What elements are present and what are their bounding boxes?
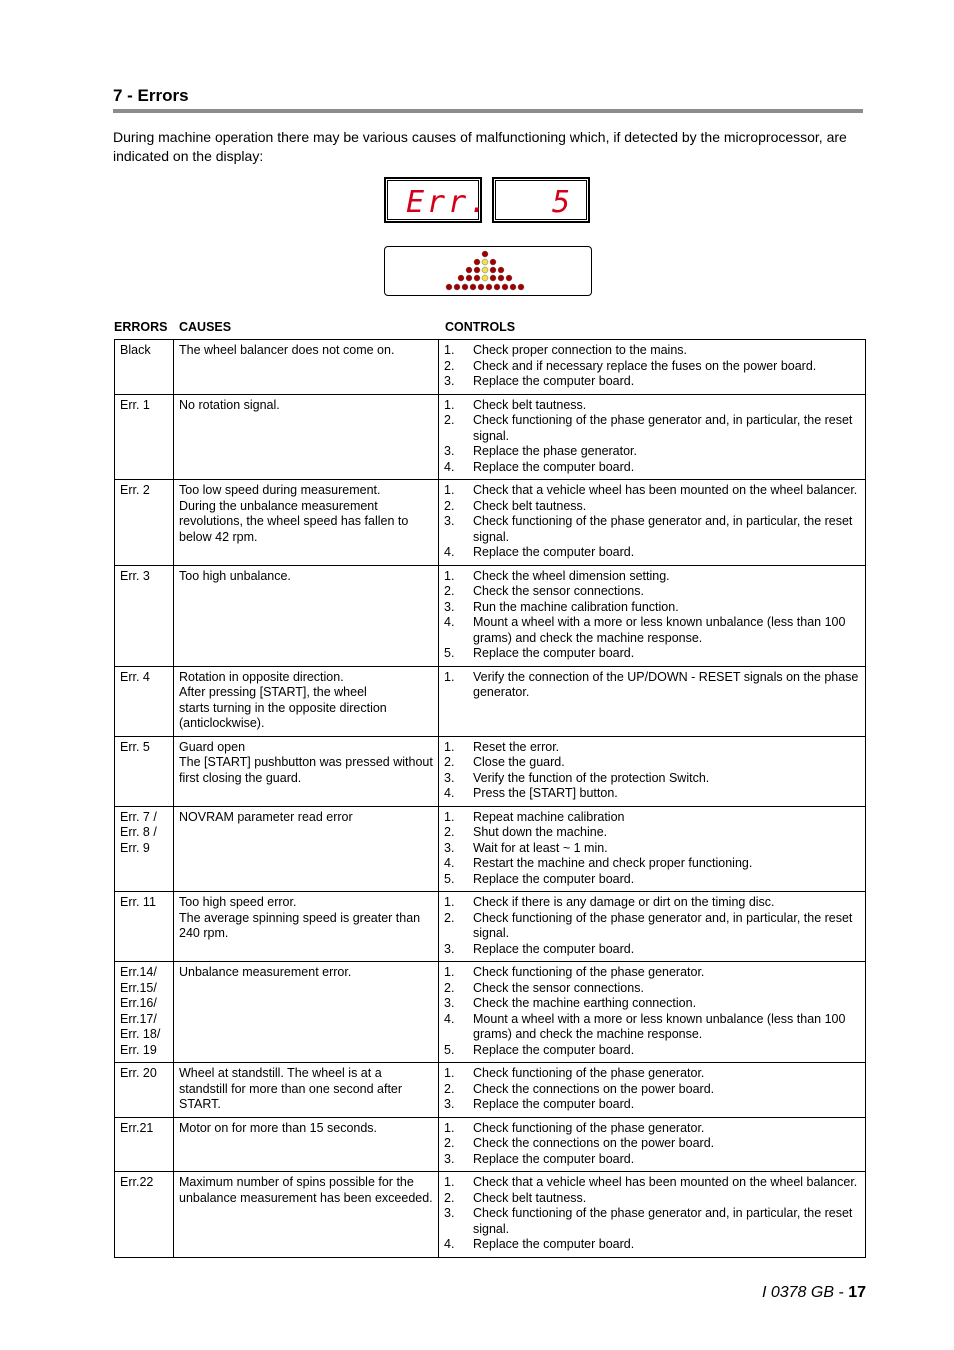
control-step-number: 4. [444, 615, 455, 629]
control-step-number: 2. [444, 980, 455, 995]
controls-cell [439, 736, 866, 806]
table-row [115, 1117, 866, 1172]
control-step-text: Replace the computer board. [473, 1151, 635, 1166]
control-step-number: 4. [444, 545, 455, 559]
control-step [444, 1136, 860, 1152]
led-dot [482, 251, 488, 257]
cause-text: After pressing [START], the wheel [179, 685, 367, 699]
control-step-number: 2. [444, 1081, 455, 1096]
control-step-number: 2. [444, 584, 455, 598]
error-code: Err.22 [120, 1175, 154, 1189]
table-row [115, 806, 866, 892]
led-dot [498, 267, 504, 273]
led-dot [490, 275, 496, 281]
controls-cell [439, 1172, 866, 1258]
control-step [444, 413, 860, 444]
cause-text: Unbalance measurement error. [179, 965, 352, 979]
control-step-number: 1. [444, 1120, 455, 1135]
control-step [444, 600, 860, 616]
control-step [444, 1012, 860, 1043]
cause-text: Maximum number of spins possible for the unbalance measurement has been exceeded. [179, 1175, 433, 1205]
display-right-segments [494, 179, 588, 221]
control-step-number: 2. [444, 498, 455, 513]
error-code-cell [115, 962, 174, 1063]
cause-text: NOVRAM parameter read error [179, 809, 353, 824]
error-code: Err. 20 [120, 1066, 157, 1080]
led-dot-panel [384, 246, 592, 296]
control-step-text: Check functioning of the phase generator. [473, 1066, 705, 1080]
control-step-text: Press the [START] button. [473, 786, 618, 800]
control-step-text: Check if there is any damage or dirt on the timing disc. [473, 895, 775, 909]
control-step-text: Check belt tautness. [473, 397, 587, 412]
control-step [444, 514, 860, 545]
controls-cell [439, 565, 866, 666]
led-pyramid [385, 247, 591, 295]
error-code-cell [115, 394, 174, 480]
led-dot [510, 284, 516, 290]
led-dot [506, 275, 512, 281]
controls-cell [439, 1063, 866, 1118]
control-step [444, 1175, 860, 1191]
cause-cell [174, 736, 439, 806]
control-step-number: 1. [444, 1175, 455, 1189]
controls-cell [439, 806, 866, 892]
table-row [115, 394, 866, 480]
controls-cell [439, 962, 866, 1063]
control-step-text: Check that a vehicle wheel has been mounted on the wheel balancer. [473, 483, 858, 497]
error-code-cell [115, 736, 174, 806]
cause-cell [174, 565, 439, 666]
cause-cell [174, 480, 439, 566]
control-step-number: 2. [444, 1190, 455, 1205]
control-step-number: 2. [444, 358, 455, 373]
control-step-text: Run the machine calibration function. [473, 599, 679, 614]
control-step [444, 755, 860, 771]
led-dot [454, 284, 460, 290]
col-head-controls: CONTROLS [445, 320, 516, 334]
led-dot [490, 259, 496, 265]
table-row [115, 666, 866, 736]
controls-cell [439, 666, 866, 736]
control-step-number: 4. [444, 1011, 455, 1026]
control-step-number: 1. [444, 965, 455, 979]
cause-cell [174, 892, 439, 962]
control-step [444, 483, 860, 499]
led-dot [462, 284, 468, 290]
led-dot [478, 284, 484, 290]
led-dot [502, 284, 508, 290]
error-code: Err.16/ [120, 996, 157, 1010]
control-step-text: Check the connections on the power board. [473, 1136, 715, 1150]
error-code: Err. 11 [120, 895, 156, 909]
control-step-text: Replace the computer board. [473, 545, 635, 559]
col-head-errors: ERRORS [114, 320, 168, 334]
controls-cell [439, 1117, 866, 1172]
display-left [384, 177, 491, 223]
error-code-cell [115, 806, 174, 892]
control-step-text: Mount a wheel with a more or less known unbalance (less than 100 grams) and check the machine response. [473, 615, 846, 645]
control-step [444, 841, 860, 857]
control-step-number: 4. [444, 1237, 455, 1251]
control-step-text: Wait for at least ~ 1 min. [473, 840, 608, 855]
control-step-text: Check functioning of the phase generator and, in particular, the reset signal. [473, 1206, 853, 1236]
cause-text: The wheel balancer does not come on. [179, 343, 395, 357]
control-step [444, 1043, 860, 1059]
control-step-text: Restart the machine and check proper functioning. [473, 856, 753, 870]
doc-code: I 0378 GB - [761, 1284, 849, 1301]
display-left-segments [386, 179, 491, 221]
error-code: Err. 2 [120, 483, 150, 497]
control-step-text: Check and if necessary replace the fuses on the power board. [473, 358, 817, 373]
control-step-number: 3. [444, 444, 455, 458]
error-code: Err. 1 [120, 397, 150, 412]
control-step-text: Verify the connection of the UP/DOWN - RESET signals on the phase generator. [473, 669, 859, 699]
error-code: Black [120, 343, 151, 357]
display-left-text: Err. [406, 185, 491, 220]
control-step-number: 1. [444, 568, 455, 583]
error-code-cell [115, 1117, 174, 1172]
control-step-text: Check belt tautness. [473, 1190, 587, 1205]
display-right-text: 5 [552, 185, 571, 220]
control-step [444, 996, 860, 1012]
error-code: Err. 5 [120, 739, 150, 754]
control-step [444, 1121, 860, 1137]
error-code-cell [115, 1063, 174, 1118]
cause-cell [174, 340, 439, 395]
control-step-number: 3. [444, 840, 455, 855]
control-step [444, 1082, 860, 1098]
control-step-number: 1. [444, 739, 455, 754]
control-step-number: 2. [444, 825, 455, 839]
cause-cell [174, 1063, 439, 1118]
control-step-number: 5. [444, 871, 455, 886]
control-step [444, 771, 860, 787]
control-step-number: 2. [444, 910, 455, 925]
control-step [444, 825, 860, 841]
control-step-number: 2. [444, 1136, 455, 1150]
control-step [444, 545, 860, 561]
table-row [115, 340, 866, 395]
control-step [444, 1206, 860, 1237]
led-dot [474, 267, 480, 273]
section-heading: 7 - Errors [113, 86, 189, 105]
led-dot [518, 284, 524, 290]
control-step-number: 1. [444, 397, 455, 412]
control-step-number: 5. [444, 646, 455, 660]
controls-cell [439, 892, 866, 962]
control-step-number: 1. [444, 1066, 455, 1080]
cause-cell [174, 666, 439, 736]
error-code-cell [115, 340, 174, 395]
display-right [492, 177, 590, 223]
error-code-cell [115, 565, 174, 666]
control-step-number: 3. [444, 770, 455, 785]
error-code-cell [115, 1172, 174, 1258]
cause-cell [174, 806, 439, 892]
page-number: 17 [848, 1284, 866, 1301]
control-step [444, 872, 860, 888]
led-dot [490, 267, 496, 273]
cause-cell [174, 1117, 439, 1172]
error-code-cell [115, 666, 174, 736]
control-step-text: Check the sensor connections. [473, 980, 644, 995]
cause-cell [174, 962, 439, 1063]
control-step-text: Check functioning of the phase generator and, in particular, the reset signal. [473, 910, 853, 940]
error-code: Err. 18/ [120, 1027, 161, 1041]
control-step-number: 3. [444, 1151, 455, 1166]
controls-cell [439, 394, 866, 480]
control-step-text: Check the connections on the power board. [473, 1081, 715, 1096]
control-step-number: 3. [444, 599, 455, 614]
control-step [444, 786, 860, 802]
control-step-number: 4. [444, 856, 455, 870]
control-step [444, 460, 860, 476]
control-step [444, 646, 860, 662]
table-row [115, 565, 866, 666]
control-step [444, 569, 860, 585]
led-dot [482, 259, 488, 265]
control-step [444, 856, 860, 872]
control-step-text: Shut down the machine. [473, 825, 608, 839]
cause-text: Motor on for more than 15 seconds. [179, 1120, 378, 1135]
led-dot [486, 284, 492, 290]
col-head-causes: CAUSES [179, 320, 232, 334]
control-step-text: Replace the computer board. [473, 1097, 635, 1111]
control-step [444, 810, 860, 826]
led-dot [466, 275, 472, 281]
led-dot [458, 275, 464, 281]
control-step-number: 3. [444, 1206, 455, 1220]
led-dot [494, 284, 500, 290]
cause-text: The average spinning speed is greater than 240 rpm. [179, 910, 421, 940]
control-step-number: 1. [444, 669, 455, 684]
control-step [444, 584, 860, 600]
control-step-number: 1. [444, 895, 455, 909]
control-step-text: Replace the computer board. [473, 459, 635, 474]
led-dot [466, 267, 472, 273]
page-footer [762, 1284, 866, 1302]
led-dot [474, 259, 480, 265]
cause-text: Rotation in opposite direction. [179, 669, 344, 684]
cause-text: Too low speed during measurement. [179, 483, 381, 497]
error-code: Err. 9 [120, 840, 150, 855]
control-step-text: Check proper connection to the mains. [473, 343, 688, 357]
led-dot [482, 275, 488, 281]
table-row [115, 480, 866, 566]
control-step-text: Check belt tautness. [473, 498, 587, 513]
control-step-number: 1. [444, 483, 455, 497]
control-step [444, 965, 860, 981]
control-step-text: Replace the computer board. [473, 941, 635, 956]
control-step-number: 3. [444, 1097, 455, 1111]
error-code-cell [115, 480, 174, 566]
cause-text: Too high speed error. [179, 895, 297, 909]
heading-rule [113, 109, 863, 113]
control-step [444, 1191, 860, 1207]
control-step-number: 5. [444, 1042, 455, 1057]
control-step-text: Check the wheel dimension setting. [473, 568, 670, 583]
error-code: Err.15/ [120, 980, 157, 995]
control-step [444, 615, 860, 646]
controls-cell [439, 480, 866, 566]
control-step [444, 942, 860, 958]
control-step-text: Reset the error. [473, 739, 560, 754]
error-code: Err.14/ [120, 965, 157, 979]
table-row [115, 1063, 866, 1118]
control-step-text: Check the sensor connections. [473, 584, 644, 598]
control-step [444, 343, 860, 359]
error-code: Err. 4 [120, 669, 150, 684]
control-step-text: Replace the computer board. [473, 1237, 635, 1251]
control-step [444, 1066, 860, 1082]
control-step [444, 740, 860, 756]
control-step-text: Mount a wheel with a more or less known unbalance (less than 100 grams) and check the machine response. [473, 1011, 846, 1041]
control-step [444, 911, 860, 942]
cause-text: Too high unbalance. [179, 568, 291, 583]
control-step-number: 3. [444, 374, 455, 388]
cause-text: Wheel at standstill. The wheel is at a standstill for more than one second after START. [179, 1066, 403, 1111]
control-step-text: Close the guard. [473, 755, 565, 769]
error-code: Err. 3 [120, 568, 150, 583]
control-step-text: Check that a vehicle wheel has been mounted on the wheel balancer. [473, 1175, 858, 1189]
control-step-text: Check functioning of the phase generator. [473, 965, 705, 979]
led-dot [446, 284, 452, 290]
cause-text: During the unbalance measurement revolutions, the wheel speed has fallen to below 42 rpm. [179, 498, 409, 544]
control-step-text: Check functioning of the phase generator and, in particular, the reset signal. [473, 413, 853, 443]
cause-cell [174, 1172, 439, 1258]
control-step [444, 895, 860, 911]
cause-text: starts turning in the opposite direction (anticlockwise). [179, 700, 387, 730]
control-step-text: Replace the computer board. [473, 646, 635, 660]
table-row [115, 892, 866, 962]
control-step-text: Check the machine earthing connection. [473, 996, 697, 1010]
control-step [444, 398, 860, 414]
control-step [444, 444, 860, 460]
error-code: Err.21 [120, 1120, 154, 1135]
cause-cell [174, 394, 439, 480]
led-dot [482, 267, 488, 273]
control-step [444, 499, 860, 515]
control-step-number: 3. [444, 514, 455, 528]
error-code: Err. 19 [120, 1042, 157, 1057]
control-step-text: Replace the computer board. [473, 374, 635, 388]
cause-text: Guard open [179, 739, 246, 754]
cause-text: The [START] pushbutton was pressed without first closing the guard. [179, 755, 433, 785]
table-row [115, 962, 866, 1063]
error-code: Err.17/ [120, 1011, 157, 1026]
error-code: Err. 8 / [120, 825, 157, 839]
control-step-number: 3. [444, 941, 455, 956]
errors-table [114, 339, 866, 1258]
control-step-number: 2. [444, 755, 455, 769]
table-row [115, 736, 866, 806]
control-step-number: 1. [444, 809, 455, 824]
control-step [444, 1097, 860, 1113]
error-code: Err. 7 / [120, 809, 157, 824]
control-step-number: 4. [444, 459, 455, 474]
intro-paragraph: During machine operation there may be various causes of malfunctioning which, if detected by the microprocessor, are indicated on the display: [113, 129, 847, 164]
controls-cell [439, 340, 866, 395]
control-step [444, 359, 860, 375]
control-step-number: 3. [444, 996, 455, 1010]
control-step-text: Repeat machine calibration [473, 809, 625, 824]
control-step-number: 2. [444, 413, 455, 427]
control-step-text: Replace the computer board. [473, 1042, 635, 1057]
led-dot [498, 275, 504, 281]
control-step-text: Replace the phase generator. [473, 444, 638, 458]
cause-text: No rotation signal. [179, 397, 280, 412]
control-step-text: Replace the computer board. [473, 871, 635, 886]
control-step-text: Verify the function of the protection Switch. [473, 770, 710, 785]
control-step-number: 1. [444, 343, 455, 357]
control-step [444, 981, 860, 997]
led-dot [470, 284, 476, 290]
control-step-text: Check functioning of the phase generator. [473, 1120, 705, 1135]
error-code-cell [115, 892, 174, 962]
control-step-number: 4. [444, 786, 455, 800]
table-row [115, 1172, 866, 1258]
control-step [444, 670, 860, 701]
control-step [444, 1152, 860, 1168]
control-step [444, 1237, 860, 1253]
control-step-text: Check functioning of the phase generator and, in particular, the reset signal. [473, 514, 853, 544]
led-dot [474, 275, 480, 281]
control-step [444, 374, 860, 390]
